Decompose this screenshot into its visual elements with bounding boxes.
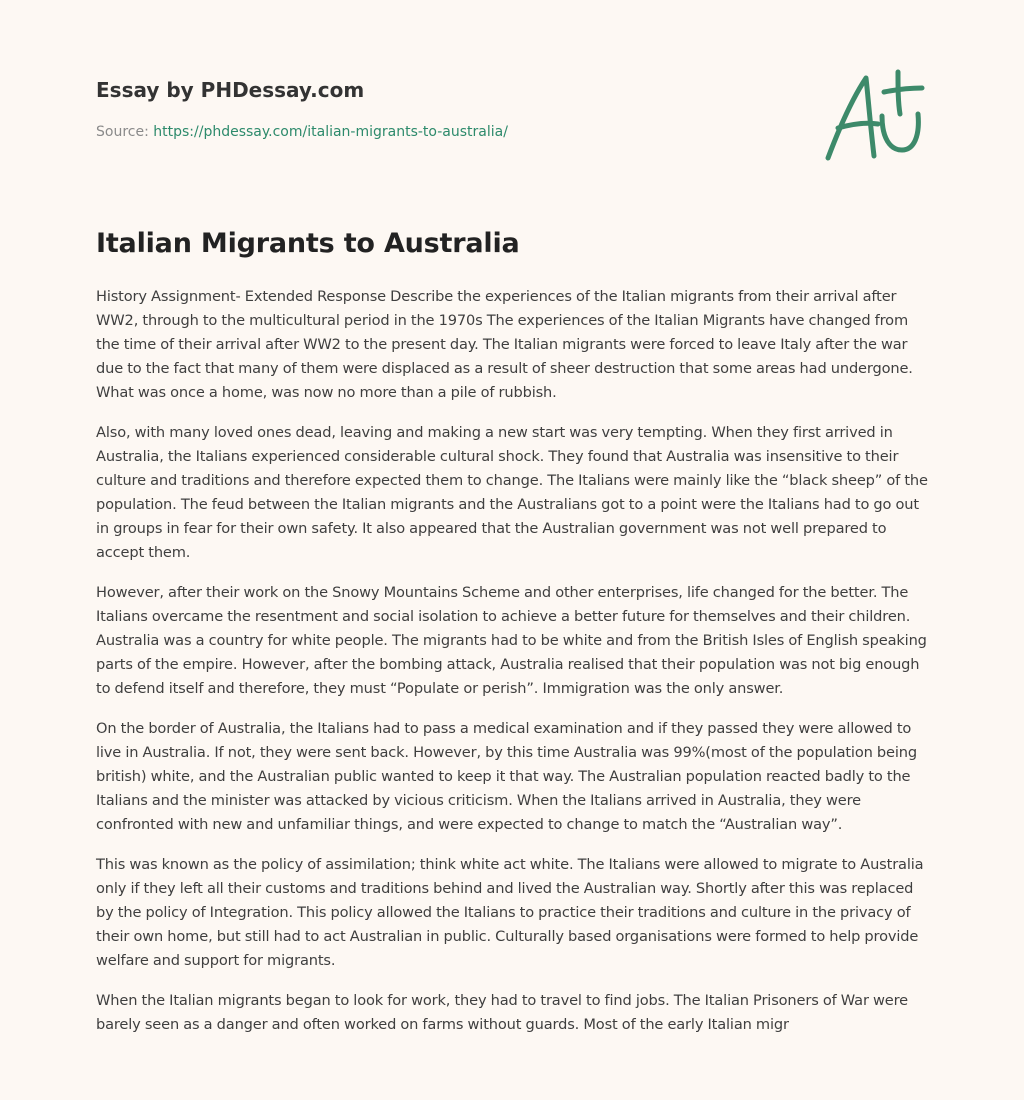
brand-title: Essay by PHDessay.com	[96, 78, 365, 102]
a-plus-logo-icon	[820, 66, 930, 166]
essay-body	[96, 285, 932, 1053]
essay-paragraph: However, after their work on the Snowy Mountains Scheme and other enterprises, life changed for the better. The Italians overcame the resentment and social isolation to achieve a better future for themselves and their children. Australia was a country for white people. The migrants had to be white and from the British Isles of English speaking parts of the empire. However, after the bombing attack, Australia realised that their population was not big enough to defend itself and therefore, they must “Populate or perish”. Immigration was the only answer.	[96, 584, 927, 697]
essay-paragraph: Also, with many loved ones dead, leaving and making a new start was very tempting. When they first arrived in Australia, the Italians experienced considerable cultural shock. They found that Australia was insensitive to their culture and traditions and therefore expected them to change. The Italians were mainly like the “black sheep” of the population. The feud between the Italian migrants and the Australians got to a point were the Italians had to go out in groups in fear for their own safety. It also appeared that the Australian government was not well prepared to accept them.	[96, 424, 928, 561]
essay-paragraph: When the Italian migrants began to look for work, they had to travel to find jobs. The Italian Prisoners of War were barely seen as a danger and often worked on farms without guards. Most of the early Italian migr	[96, 992, 908, 1033]
essay-title: Italian Migrants to Australia	[96, 228, 520, 259]
essay-paragraph: On the border of Australia, the Italians had to pass a medical examination and if they passed they were allowed to live in Australia. If not, they were sent back. However, by this time Australia was 99%(most of the population being british) white, and the Australian public wanted to keep it that way. The Australian population reacted badly to the Italians and the minister was attacked by vicious criticism. When the Italians arrived in Australia, they were confronted with new and unfamiliar things, and were expected to change to match the “Australian way”.	[96, 720, 917, 833]
source-link[interactable]: https://phdessay.com/italian-migrants-to-australia/	[153, 124, 508, 140]
essay-paragraph: History Assignment- Extended Response Describe the experiences of the Italian migrants from their arrival after WW2, through to the multicultural period in the 1970s The experiences of the Italian Migrants have changed from the time of their arrival after WW2 to the present day. The Italian migrants were forced to leave Italy after the war due to the fact that many of them were displaced as a result of sheer destruction that some areas had undergone. What was once a home, was now no more than a pile of rubbish.	[96, 288, 913, 401]
essay-paragraph: This was known as the policy of assimilation; think white act white. The Italians were allowed to migrate to Australia only if they left all their customs and traditions behind and lived the Australian way. Shortly after this was replaced by the policy of Integration. This policy allowed the Italians to practice their traditions and culture in the privacy of their own home, but still had to act Australian in public. Culturally based organisations were formed to help provide welfare and support for migrants.	[96, 856, 924, 969]
source-label: Source:	[96, 124, 149, 140]
essay-header	[96, 76, 856, 142]
source-line	[96, 122, 856, 142]
